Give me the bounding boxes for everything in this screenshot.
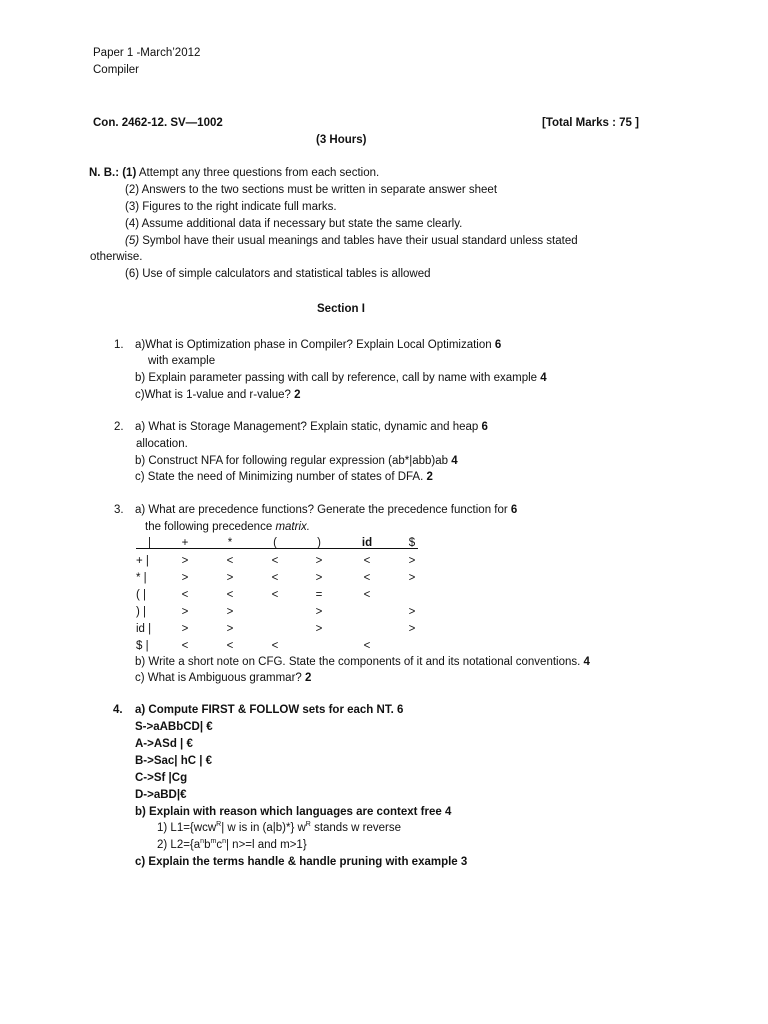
q4-part-c: [135, 855, 467, 869]
note-2: (2) Answers to the two sections must be written in separate answer sheet: [125, 184, 498, 196]
col-header-star: *: [227, 537, 233, 549]
q1-part-b: [135, 371, 547, 385]
paper-code: Con. 2462-12. SV—1002: [93, 117, 223, 129]
q3-c-text: c) What is Ambiguous grammar?: [135, 672, 302, 684]
q3-number: 3.: [114, 504, 124, 516]
q4-b-text: b) Explain with reason which languages are context free: [135, 806, 442, 818]
table-cell: <: [363, 555, 371, 567]
q2-b-marks: 4: [451, 455, 458, 467]
col-header-dollar: $: [408, 537, 416, 549]
table-cell: <: [181, 589, 189, 601]
l2-sup-m: m: [210, 838, 217, 846]
q4-part-a: [135, 703, 403, 717]
grammar-rule-s: S->aABbCD| €: [135, 721, 213, 733]
note-5: [125, 234, 578, 248]
table-cell: >: [408, 555, 416, 567]
col-header-lparen: (: [273, 537, 277, 549]
table-row-label: id |: [136, 623, 152, 635]
table-cell: =: [315, 589, 323, 601]
q1-part-c: [135, 388, 301, 402]
l1-sup-r: R: [216, 821, 222, 829]
total-marks: [Total Marks : 75 ]: [542, 117, 639, 129]
table-cell: <: [226, 555, 234, 567]
l2-part-d: | n>=l and m>1}: [225, 839, 307, 851]
note-5-num: (5): [125, 235, 140, 247]
q4-c-text: c) Explain the terms handle & handle pruning with example: [135, 856, 458, 868]
q3-a-marks: 6: [510, 504, 518, 516]
grammar-rule-d: D->aBD|€: [135, 789, 187, 801]
table-cell: >: [226, 606, 234, 618]
q2-b-text: b) Construct NFA for following regular expression (ab*|abb)ab: [135, 455, 449, 467]
table-cell: <: [363, 589, 371, 601]
note-4: (4) Assume additional data if necessary but state the same clearly.: [125, 218, 463, 230]
q3-part-a: [135, 503, 517, 517]
table-cell: <: [271, 555, 279, 567]
q1-number: 1.: [114, 339, 124, 351]
q1-b-marks: 4: [540, 372, 547, 384]
col-header-rparen: ): [317, 537, 321, 549]
q4-a-text: a) Compute FIRST & FOLLOW sets for each NT.: [135, 704, 394, 716]
table-cell: >: [408, 623, 416, 635]
table-cell: >: [181, 555, 189, 567]
col-header-id: id: [361, 537, 373, 549]
section-title: Section I: [317, 303, 365, 315]
q2-part-b: [135, 454, 458, 468]
note-5-text: Symbol have their usual meanings and tables have their usual standard unless stated: [142, 235, 578, 247]
table-cell: <: [271, 589, 279, 601]
table-cell: >: [408, 572, 416, 584]
table-cell: >: [315, 623, 323, 635]
note-prefix: N. B.: (1): [89, 167, 137, 179]
grammar-rule-b: B->Sac| hC | €: [135, 755, 213, 767]
q2-c-marks: 2: [426, 471, 433, 483]
q1-part-a: [135, 338, 501, 352]
table-cell: >: [408, 606, 416, 618]
q3-a-cont: [145, 520, 310, 534]
q2-part-c: [135, 470, 433, 484]
grammar-rule-a: A->ASd | €: [135, 738, 193, 750]
table-row-label: ( |: [136, 589, 147, 601]
q4-a-marks: 6: [396, 704, 404, 716]
language-l2: [157, 838, 307, 852]
table-cell: <: [271, 572, 279, 584]
q4-number: 4.: [113, 704, 123, 716]
q3-a-cont-text: the following precedence: [145, 521, 273, 533]
q2-c-text: c) State the need of Minimizing number of states of DFA.: [135, 471, 424, 483]
table-row-label: ) |: [136, 606, 147, 618]
table-cell: >: [226, 623, 234, 635]
q1-c-text: c)What is 1-value and r-value?: [135, 389, 291, 401]
q2-part-a: [135, 420, 488, 434]
note-1: [89, 166, 379, 180]
subject-title: Compiler: [93, 64, 140, 76]
q1-b-text: b) Explain parameter passing with call by reference, call by name with example: [135, 372, 538, 384]
l1-part-b: | w is in (a|b)*} w: [221, 822, 306, 834]
l1-sup-r2: R: [305, 821, 311, 829]
note-6: (6) Use of simple calculators and statistical tables is allowed: [125, 268, 431, 280]
table-cell: <: [271, 640, 279, 652]
q1-a-marks: 6: [494, 339, 502, 351]
col-header-plus: +: [181, 537, 189, 549]
q2-a-text: a) What is Storage Management? Explain static, dynamic and heap: [135, 421, 479, 433]
table-cell: >: [315, 606, 323, 618]
table-cell: >: [315, 572, 323, 584]
l2-sup-n2: n: [222, 838, 226, 846]
table-cell: <: [226, 640, 234, 652]
table-cell: >: [181, 572, 189, 584]
l2-part-c: c: [216, 839, 223, 851]
q1-c-marks: 2: [294, 389, 301, 401]
l1-part-c: stands w reverse: [314, 822, 401, 834]
q3-c-marks: 2: [305, 672, 312, 684]
table-cell: >: [315, 555, 323, 567]
table-cell: <: [181, 640, 189, 652]
l2-part-b: b: [204, 839, 211, 851]
q2-a-marks: 6: [481, 421, 488, 433]
q3-b-text: b) Write a short note on CFG. State the components of it and its notational conventions.: [135, 656, 581, 668]
table-cell: >: [181, 623, 189, 635]
paper-title: Paper 1 -March’2012: [93, 47, 201, 59]
q3-a-cont-italic: matrix.: [275, 521, 310, 533]
table-header-bar: |: [148, 537, 151, 549]
note-5-cont: otherwise.: [90, 251, 143, 263]
q4-part-b: [135, 805, 451, 819]
note-3: (3) Figures to the right indicate full marks.: [125, 201, 337, 213]
grammar-rule-c: C->Sf |Cg: [135, 772, 188, 784]
table-row-label: + |: [136, 555, 149, 567]
q2-number: 2.: [114, 421, 124, 433]
q2-a-cont: allocation.: [136, 438, 188, 450]
table-cell: <: [363, 572, 371, 584]
q3-part-c: [135, 671, 311, 685]
table-cell: >: [226, 572, 234, 584]
l1-part-a: 1) L1={wcw: [157, 822, 217, 834]
l2-part-a: 2) L2={a: [157, 839, 201, 851]
table-row-label: * |: [136, 572, 147, 584]
note-1-text: Attempt any three questions from each section.: [138, 167, 380, 179]
table-cell: <: [363, 640, 371, 652]
duration: (3 Hours): [316, 134, 367, 146]
q3-part-b: [135, 655, 590, 669]
l2-sup-n: n: [200, 838, 205, 846]
table-row-label: $ |: [136, 640, 149, 652]
q4-c-marks: 3: [460, 856, 468, 868]
table-cell: <: [226, 589, 234, 601]
q1-a-text: a)What is Optimization phase in Compiler? Explain Local Optimization: [135, 339, 492, 351]
language-l1: [157, 821, 401, 835]
q1-a-cont: with example: [148, 355, 216, 367]
table-cell: >: [181, 606, 189, 618]
q3-b-marks: 4: [583, 656, 590, 668]
q3-a-text: a) What are precedence functions? Generate the precedence function for: [135, 504, 508, 516]
q4-b-marks: 4: [444, 806, 452, 818]
